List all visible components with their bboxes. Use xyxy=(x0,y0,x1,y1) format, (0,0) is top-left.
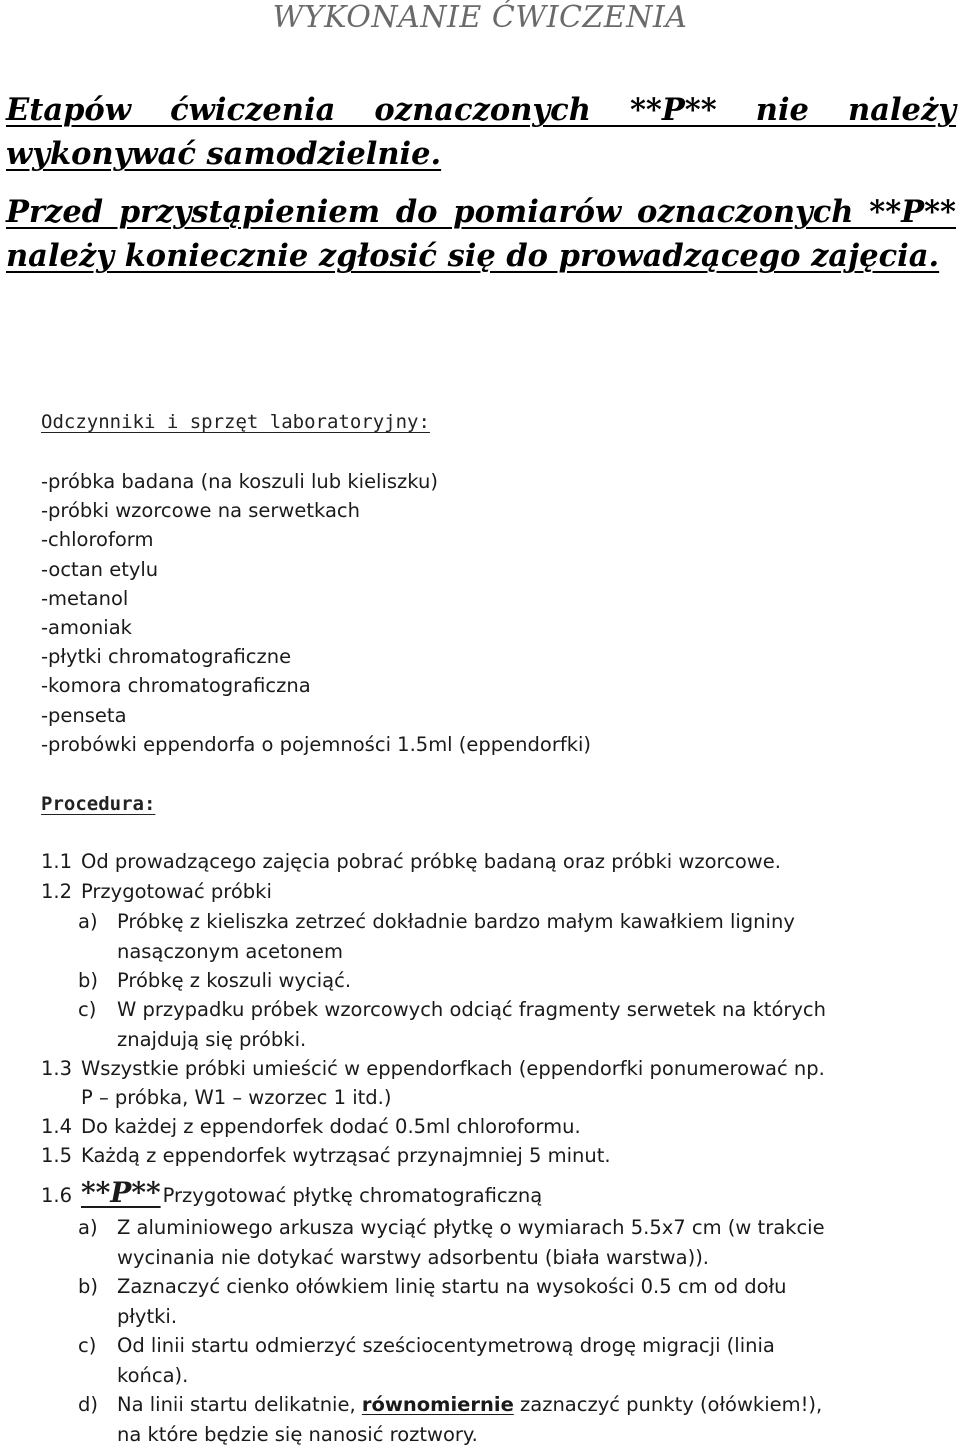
sub-text-line1: Z aluminiowego arkusza wyciąć płytkę o wymiarach 5.5x7 cm (w trakcie xyxy=(117,1216,825,1239)
list-item: -metanol xyxy=(41,586,129,610)
list-item: -penseta xyxy=(41,703,127,727)
sub-text xyxy=(117,995,957,1054)
sub-text xyxy=(117,907,957,966)
procedure-step-1-1 xyxy=(41,847,781,877)
sub-text-line2: znajdują się próbki. xyxy=(117,1027,307,1051)
supervised-step-mark: **P** xyxy=(81,1176,161,1209)
sub-text-line1: Próbkę z kieliszka zetrzeć dokładnie bardzo małym kawałkiem ligniny xyxy=(117,910,795,933)
sub-text-line1: W przypadku próbek wzorcowych odciąć fragmenty serwetek na których xyxy=(117,998,827,1021)
sub-text-line2: nasączonym acetonem xyxy=(117,939,343,963)
step-text: Od prowadzącego zajęcia pobrać próbkę badaną oraz próbki wzorcowe. xyxy=(81,850,781,873)
procedure-step-1-5 xyxy=(41,1141,611,1171)
sub-letter: a) xyxy=(78,910,98,933)
sub-letter: a) xyxy=(78,1216,98,1239)
procedure-step-1-3-cont: P – próbka, W1 – wzorzec 1 itd.) xyxy=(81,1086,392,1109)
step-number: 1.4 xyxy=(41,1115,73,1138)
reagents-list xyxy=(41,467,591,759)
step-text: Przygotować próbki xyxy=(81,880,272,903)
step-number: 1.2 xyxy=(41,880,73,903)
list-item: -amoniak xyxy=(41,615,132,639)
warning-text-2: Przed przystąpieniem do pomiarów oznaczonych **P** należy koniecznie zgłosić się do prowadzącego zajęcia. xyxy=(6,194,956,274)
sub-text xyxy=(117,1331,957,1390)
step-text: Wszystkie próbki umieścić w eppendorfkach (eppendorfki ponumerować np. xyxy=(81,1057,825,1080)
sub-text-line1-post: zaznaczyć punkty (ołówkiem!), xyxy=(520,1393,823,1416)
procedure-step-1-2 xyxy=(41,877,272,907)
warning-paragraph-1 xyxy=(6,88,956,176)
procedure-step-1-3 xyxy=(41,1054,825,1084)
emphasized-word: równomiernie xyxy=(361,1393,514,1416)
sub-letter: b) xyxy=(78,1275,98,1298)
list-item: -probówki eppendorfa o pojemności 1.5ml (eppendorfki) xyxy=(41,732,592,756)
sub-text-line2: wycinania nie dotykać warstwy adsorbentu (biała warstwa)). xyxy=(117,1245,709,1269)
list-item: -komora chromatograficzna xyxy=(41,674,311,698)
sub-text-line2: na które będzie się nanosić roztwory. xyxy=(117,1422,478,1446)
list-item: -chloroform xyxy=(41,528,154,552)
step-text: Każdą z eppendorfek wytrząsać przynajmniej 5 minut. xyxy=(81,1144,611,1167)
step-number: 1.1 xyxy=(41,850,73,873)
sub-letter: c) xyxy=(78,1334,97,1357)
list-item: -próbka badana (na koszuli lub kieliszku) xyxy=(41,470,438,493)
sub-text xyxy=(117,1272,957,1331)
sub-text-line1: Zaznaczyć cienko ołówkiem linię startu na wysokości 0.5 cm od dołu xyxy=(117,1275,787,1298)
step-text: Przygotować płytkę chromatograficzną xyxy=(162,1184,543,1207)
step-number: 1.5 xyxy=(41,1144,73,1167)
procedure-step-1-4 xyxy=(41,1112,581,1142)
page-title: WYKONANIE ĆWICZENIA xyxy=(272,0,688,35)
sub-letter: d) xyxy=(78,1393,98,1416)
reagents-heading: Odczynniki i sprzęt laboratoryjny: xyxy=(41,411,430,433)
sub-text xyxy=(117,1213,957,1272)
sub-text-line2: końca). xyxy=(117,1363,189,1387)
sub-text-line1: Od linii startu odmierzyć sześciocentymetrową drogę migracji (linia xyxy=(117,1334,775,1357)
step-number: 1.3 xyxy=(41,1057,73,1080)
sub-text: Próbkę z koszuli wyciąć. xyxy=(117,969,352,992)
sub-text-line2: płytki. xyxy=(117,1304,178,1328)
sub-text-line1-pre: Na linii startu delikatnie, xyxy=(117,1393,356,1416)
step-text: Do każdej z eppendorfek dodać 0.5ml chloroformu. xyxy=(81,1115,581,1138)
step-number: 1.6 xyxy=(41,1184,73,1207)
list-item: -płytki chromatograficzne xyxy=(41,645,292,669)
warning-paragraph-2 xyxy=(6,190,956,278)
sub-letter: c) xyxy=(78,998,97,1021)
sub-text xyxy=(117,1390,957,1449)
list-item: -octan etylu xyxy=(41,557,159,581)
procedure-step-1-6 xyxy=(41,1178,542,1211)
list-item: -próbki wzorcowe na serwetkach xyxy=(41,499,360,523)
procedure-heading: Procedura: xyxy=(41,793,156,815)
warning-text-1: Etapów ćwiczenia oznaczonych **P** nie należy wykonywać samodzielnie. xyxy=(6,92,956,172)
sub-letter: b) xyxy=(78,969,98,992)
